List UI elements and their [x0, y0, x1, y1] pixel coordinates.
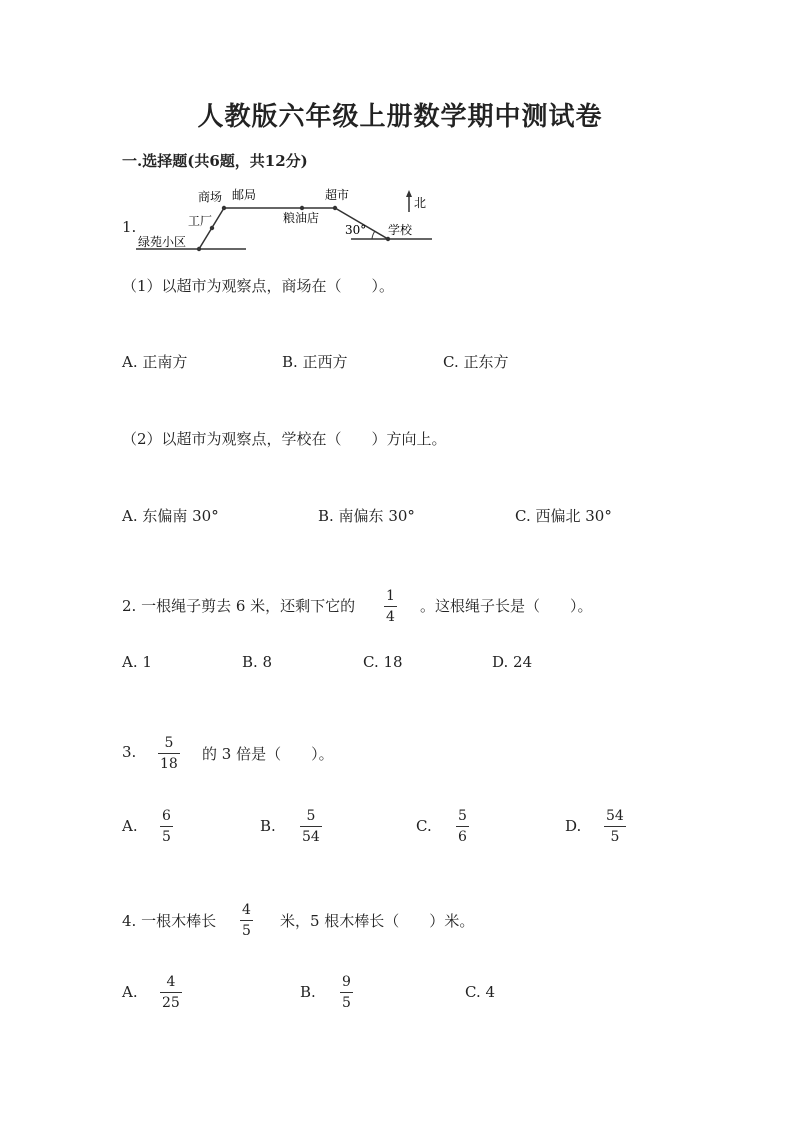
q4-text-before: 4. 一根木棒长 [122, 912, 217, 930]
label-gongchang: 工厂 [188, 214, 213, 228]
section-heading: 一.选择题(共6题，共12分) [122, 152, 308, 170]
q3-option-c-label: C. [416, 817, 432, 835]
q3-option-a-denominator: 5 [162, 829, 171, 845]
q4-option-b-fraction [340, 974, 353, 1011]
q4-text-after: 米，5 根木棒长（ ）米。 [280, 912, 475, 930]
label-north: 北 [414, 196, 427, 210]
q2-option-a: A. 1 [122, 653, 152, 671]
q1-map-diagram [136, 184, 436, 254]
q1-sub1-option-c: C. 正东方 [443, 353, 509, 371]
page-title: 人教版六年级上册数学期中测试卷 [197, 102, 603, 132]
label-chaoshi: 超市 [325, 188, 350, 202]
q3-option-a-label: A. [122, 817, 138, 835]
q4-fraction-denominator: 5 [242, 923, 251, 939]
label-angle: 30° [345, 223, 367, 237]
q3-fraction [158, 735, 180, 772]
q2-text-after: 。这根绳子长是（ ）。 [420, 597, 593, 615]
point-lvyuan [197, 247, 201, 251]
q3-option-c-fraction [456, 808, 469, 845]
q1-sub2-option-a: A. 东偏南 30° [122, 507, 219, 525]
point-xuexiao [386, 237, 390, 241]
q4-option-a-numerator: 4 [166, 974, 176, 990]
q3-option-b-fraction [300, 808, 322, 845]
q3-option-b-numerator: 5 [306, 808, 316, 824]
q3-option-c-numerator: 5 [458, 808, 467, 824]
q3-option-d-numerator: 54 [606, 808, 624, 824]
q2-option-c: C. 18 [363, 653, 403, 671]
q2-option-d: D. 24 [492, 653, 533, 671]
q1-sub1-option-a: A. 正南方 [122, 353, 188, 371]
q1-number: 1. [122, 218, 137, 236]
label-youju: 邮局 [232, 188, 257, 202]
point-liangyoudian [300, 206, 304, 210]
q1-sub1-text: （1）以超市为观察点，商场在（ ）。 [122, 277, 395, 295]
q3-option-a-fraction [160, 808, 173, 845]
q4-option-a-denominator: 25 [162, 995, 180, 1011]
q2-fraction [384, 588, 397, 625]
q4-option-b-denominator: 5 [342, 995, 351, 1011]
map-angle-arc [372, 231, 375, 239]
q3-number: 3. [122, 743, 137, 761]
q2-option-b: B. 8 [242, 653, 273, 671]
q4-fraction-numerator: 4 [242, 902, 251, 918]
q3-text-after: 的 3 倍是（ ）。 [202, 745, 334, 763]
q3-option-c-denominator: 6 [458, 829, 467, 845]
label-xuexiao: 学校 [388, 223, 413, 237]
q1-sub2-option-b: B. 南偏东 30° [318, 507, 415, 525]
point-shangchang [222, 206, 226, 210]
q4-option-a-label: A. [122, 983, 138, 1001]
q1-sub2-text: （2）以超市为观察点，学校在（ ）方向上。 [122, 430, 447, 448]
q3-option-b-denominator: 54 [302, 829, 320, 845]
label-liangyoudian: 粮油店 [283, 211, 320, 225]
q3-option-b-label: B. [260, 817, 276, 835]
label-shangchang: 商场 [198, 190, 223, 204]
q3-option-d-fraction [604, 808, 626, 845]
point-chaoshi [333, 206, 337, 210]
label-lvyuan: 绿苑小区 [138, 235, 187, 249]
q4-option-c: C. 4 [465, 983, 496, 1001]
q1-sub2-option-c: C. 西偏北 30° [515, 507, 612, 525]
q3-option-a-numerator: 6 [162, 808, 171, 824]
north-arrow-head [406, 190, 412, 197]
q2-fraction-numerator: 1 [386, 588, 395, 604]
q4-option-b-label: B. [300, 983, 316, 1001]
q3-option-d-label: D. [565, 817, 582, 835]
q3-fraction-denominator: 18 [160, 756, 178, 772]
q4-option-b-numerator: 9 [342, 974, 351, 990]
q3-fraction-numerator: 5 [164, 735, 174, 751]
q4-fraction [240, 902, 253, 939]
q1-sub1-option-b: B. 正西方 [282, 353, 348, 371]
q4-option-a-fraction [160, 974, 182, 1011]
q3-option-d-denominator: 5 [610, 829, 620, 845]
q2-fraction-denominator: 4 [386, 609, 395, 625]
q2-text-before: 2. 一根绳子剪去 6 米，还剩下它的 [122, 597, 356, 615]
